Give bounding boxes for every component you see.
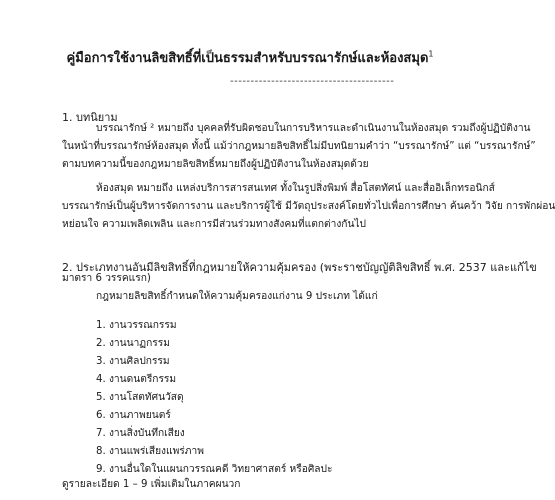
title-footnote-marker: 1 [428, 49, 434, 59]
section1-para1-line1: บรรณารักษ์ ² หมายถึง บุคคลที่รับผิดชอบในการบริหารและดำเนินงานในห้องสมุด รวมถึงผู้ปฏิบัติงาน [96, 123, 531, 134]
list-item: 1. งานวรรณกรรม [96, 320, 177, 331]
list-item: 7. งานสิ่งบันทึกเสียง [96, 428, 185, 439]
list-item: 5. งานโสตทัศนวัสดุ [96, 392, 184, 403]
section2-heading-line2: มาตรา 6 วรรคแรก) [62, 273, 151, 284]
list-item: 9. งานอื่นใดในแผนกวรรณคดี วิทยาศาสตร์ หรือศิลปะ [96, 464, 333, 475]
list-item: 4. งานดนตรีกรรม [96, 374, 177, 385]
document-title [0, 47, 500, 68]
appendix-note: ดูรายละเอียด 1 – 9 เพิ่มเติมในภาคผนวก [62, 479, 241, 490]
section2-heading-line1: 2. ประเภทงานอันมีลิขสิทธิ์ที่กฎหมายให้ความคุ้มครอง (พระราชบัญญัติลิขสิทธิ์ พ.ศ. 2537 และแก้ไข [62, 261, 537, 274]
list-item: 8. งานแพร่เสียงแพร่ภาพ [96, 446, 204, 457]
section1-para2-line3: หย่อนใจ ความเพลิดเพลิน และการมีส่วนร่วมทางสังคมที่แตกต่างกันไป [62, 219, 367, 230]
section1-para2-line2: บรรณารักษ์เป็นผู้บริหารจัดการงาน และบริการผู้ใช้ มีวัตถุประสงค์โดยทั่วไปเพื่อการศึกษา ค้นคว้า วิจัย การพักผ่อน [62, 201, 555, 212]
section1-para1-line2: ในหน้าที่บรรณารักษ์ห้องสมุด ทั้งนี้ แม้ว่ากฎหมายลิขสิทธิ์ไม่มีบทนิยามคำว่า “บรรณารักษ์” แต่ “บรรณารักษ์” [62, 141, 536, 152]
list-item: 3. งานศิลปกรรม [96, 356, 170, 367]
section1-para2-line1: ห้องสมุด หมายถึง แหล่งบริการสารสนเทศ ทั้งในรูปสิ่งพิมพ์ สื่อโสตทัศน์ และสื่ออิเล็กทรอนิกส์ [96, 183, 495, 194]
section1-heading: 1. บทนิยาม [62, 111, 118, 124]
list-item: 2. งานนาฏกรรม [96, 338, 170, 349]
section1-para1-line3: ตามบทความนี้ของกฎหมายลิขสิทธิ์หมายถึงผู้ปฏิบัติงานในห้องสมุดด้วย [62, 159, 369, 170]
section2-intro: กฎหมายลิขสิทธิ์กำหนดให้ความคุ้มครองแก่งาน 9 ประเภท ได้แก่ [96, 291, 378, 302]
title-text: คู่มือการใช้งานลิขสิทธิ์ที่เป็นธรรมสำหรับบรรณารักษ์และห้องสมุด [66, 51, 429, 66]
list-item: 6. งานภาพยนตร์ [96, 410, 171, 421]
title-divider: ---------------------------------------- [230, 76, 395, 87]
